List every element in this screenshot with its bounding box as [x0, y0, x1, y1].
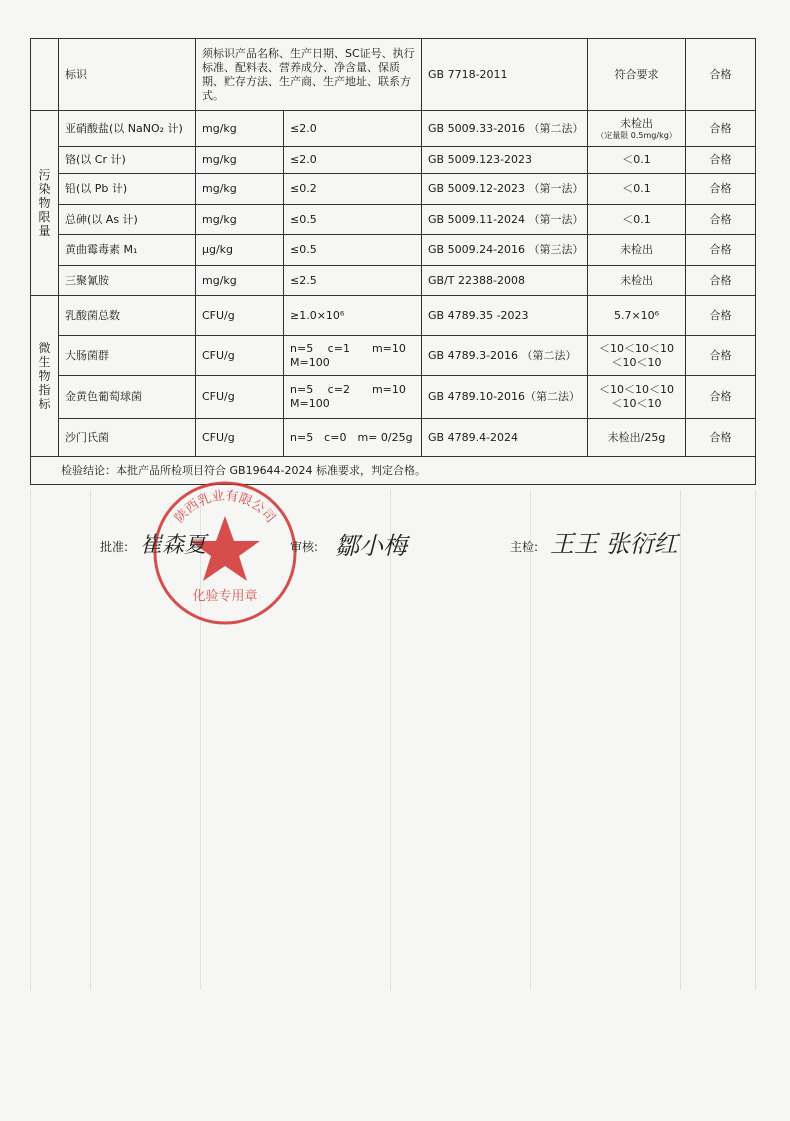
- item-unit: mg/kg: [196, 174, 284, 205]
- item-result: [588, 376, 686, 419]
- item-unit: CFU/g: [196, 296, 284, 336]
- item-standard: n=5 c=0 m= 0/25g: [284, 419, 422, 457]
- item-standard: ≤2.0: [284, 147, 422, 174]
- item-name: 金黄色葡萄球菌: [59, 376, 196, 419]
- inspector-signature: 王王 张衍红: [550, 530, 678, 558]
- item-unit: mg/kg: [196, 147, 284, 174]
- item-standard: ≤0.2: [284, 174, 422, 205]
- item-verdict: 合格: [686, 419, 756, 457]
- item-result: ＜0.1: [588, 174, 686, 205]
- approver-label: 批准:: [100, 540, 129, 554]
- item-method: GB 5009.11-2024 （第一法）: [422, 205, 588, 235]
- item-result: [588, 111, 686, 147]
- item-verdict: 合格: [686, 376, 756, 419]
- item-method: GB 5009.24-2016 （第三法）: [422, 235, 588, 266]
- item-standard: [284, 376, 422, 419]
- item-verdict: 合格: [686, 147, 756, 174]
- item-standard: ≥1.0×10⁶: [284, 296, 422, 336]
- item-name: 大肠菌群: [59, 336, 196, 376]
- result-line: ＜10＜10: [611, 355, 662, 369]
- item-unit: mg/kg: [196, 111, 284, 147]
- item-result: 未检出: [588, 266, 686, 296]
- item-verdict: 合格: [686, 336, 756, 376]
- item-method: GB 4789.10-2016（第二法）: [422, 376, 588, 419]
- group-label: 污染物限量: [38, 168, 51, 238]
- item-verdict: 合格: [686, 296, 756, 336]
- item-standard: [284, 336, 422, 376]
- item-method: GB 4789.35 -2023: [422, 296, 588, 336]
- item-result: ＜0.1: [588, 205, 686, 235]
- item-method: GB 5009.33-2016 （第二法）: [422, 111, 588, 147]
- reviewer-signature: 鄒小梅: [335, 532, 407, 560]
- group-microbes: [31, 296, 59, 457]
- signature-row: [0, 528, 790, 588]
- item-unit: CFU/g: [196, 419, 284, 457]
- table-row: [31, 376, 756, 419]
- table-row: [31, 111, 756, 147]
- label-requirement: 须标识产品名称、生产日期、SC证号、执行标准、配料表、营养成分、净含量、保质期、贮存方法、生产商、生产地址、联系方式。: [196, 39, 422, 111]
- standard-line: M=100: [290, 397, 330, 410]
- item-unit: μg/kg: [196, 235, 284, 266]
- item-result: ＜0.1: [588, 147, 686, 174]
- standard-line: n=5 c=1 m=10: [290, 341, 406, 355]
- inspector-label: 主检:: [510, 540, 539, 554]
- table-row: [31, 174, 756, 205]
- item-verdict: 合格: [686, 111, 756, 147]
- result-line: ＜10＜10＜10: [599, 383, 675, 396]
- item-result: 5.7×10⁶: [588, 296, 686, 336]
- item-name: 亚硝酸盐(以 NaNO₂ 计): [59, 111, 196, 147]
- table-row: [31, 266, 756, 296]
- table-row: [31, 419, 756, 457]
- table-row: [31, 235, 756, 266]
- conclusion-text: 检验结论：本批产品所检项目符合 GB19644-2024 标准要求，判定合格。: [31, 457, 756, 485]
- item-verdict: 合格: [686, 266, 756, 296]
- item-result: 未检出: [588, 235, 686, 266]
- group-contaminants: [31, 111, 59, 296]
- item-name: 乳酸菌总数: [59, 296, 196, 336]
- conclusion-row: [31, 457, 756, 485]
- table-row: [31, 147, 756, 174]
- item-unit: CFU/g: [196, 336, 284, 376]
- item-result: 未检出/25g: [588, 419, 686, 457]
- label-verdict: 合格: [686, 39, 756, 111]
- item-result: [588, 336, 686, 376]
- table-row: [31, 296, 756, 336]
- standard-line: M=100: [290, 355, 330, 369]
- item-method: GB 5009.12-2023 （第一法）: [422, 174, 588, 205]
- item-name: 黄曲霉毒素 M₁: [59, 235, 196, 266]
- table-row-label: [31, 39, 756, 111]
- item-unit: CFU/g: [196, 376, 284, 419]
- result-line: ＜10＜10＜10: [599, 341, 675, 355]
- item-standard: ≤0.5: [284, 235, 422, 266]
- label-item: 标识: [59, 39, 196, 111]
- result-note: （定量限 0.5mg/kg）: [596, 130, 677, 140]
- item-verdict: 合格: [686, 174, 756, 205]
- item-name: 铬(以 Cr 计): [59, 147, 196, 174]
- inspection-table: [30, 38, 756, 485]
- reviewer-label: 审核:: [290, 540, 319, 554]
- item-standard: ≤2.5: [284, 266, 422, 296]
- item-method: GB 4789.4-2024: [422, 419, 588, 457]
- item-name: 沙门氏菌: [59, 419, 196, 457]
- standard-line: n=5 c=2 m=10: [290, 383, 406, 396]
- result-value: 未检出: [620, 116, 654, 130]
- seal-bottom-text: 化验专用章: [192, 589, 258, 604]
- item-name: 三聚氰胺: [59, 266, 196, 296]
- item-method: GB/T 22388-2008: [422, 266, 588, 296]
- group-label: 微生物指标: [38, 341, 51, 411]
- item-verdict: 合格: [686, 205, 756, 235]
- table-row: [31, 336, 756, 376]
- label-result: 符合要求: [588, 39, 686, 111]
- seal-top-text: 陕西乳业有限公司: [172, 488, 278, 527]
- item-unit: mg/kg: [196, 266, 284, 296]
- result-line: ＜10＜10: [611, 397, 662, 410]
- item-verdict: 合格: [686, 235, 756, 266]
- label-method: GB 7718-2011: [422, 39, 588, 111]
- item-name: 总砷(以 As 计): [59, 205, 196, 235]
- item-unit: mg/kg: [196, 205, 284, 235]
- item-name: 铅(以 Pb 计): [59, 174, 196, 205]
- item-method: GB 4789.3-2016 （第二法）: [422, 336, 588, 376]
- table-row: [31, 205, 756, 235]
- approver-signature: 崔森夏: [140, 533, 207, 558]
- item-standard: ≤2.0: [284, 111, 422, 147]
- item-standard: ≤0.5: [284, 205, 422, 235]
- item-method: GB 5009.123-2023: [422, 147, 588, 174]
